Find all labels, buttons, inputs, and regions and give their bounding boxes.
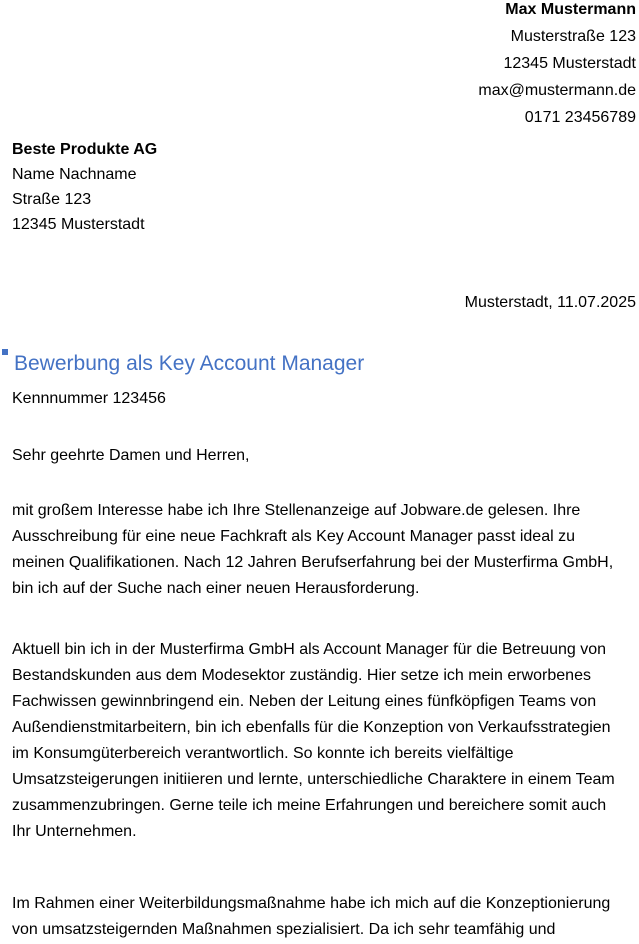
letter-date: Musterstadt, 11.07.2025 [464, 294, 636, 311]
paragraph-line: mit großem Interesse habe ich Ihre Stellenanzeige auf Jobware.de gelesen. Ihre [12, 502, 581, 519]
letter-subject: Bewerbung als Key Account Manager [14, 352, 365, 375]
sender-address-block [478, 0, 636, 135]
heading-marker-icon [2, 349, 8, 355]
recipient-contact: Name Nachname [12, 166, 137, 183]
body-paragraph-2 [12, 637, 639, 845]
sender-street: Musterstraße 123 [510, 28, 636, 45]
paragraph-line: bin ich auf der Suche nach einer neuen Herausforderung. [12, 580, 420, 597]
paragraph-line: Im Rahmen einer Weiterbildungsmaßnahme habe ich mich auf die Konzeptionierung [12, 895, 611, 912]
reference-number: Kennnummer 123456 [12, 390, 166, 407]
sender-email: max@mustermann.de [478, 82, 636, 99]
paragraph-line: Ihr Unternehmen. [12, 823, 137, 840]
body-paragraph-1 [12, 498, 639, 602]
paragraph-line: Aktuell bin ich in der Musterfirma GmbH als Account Manager für die Betreuung von [12, 641, 607, 658]
recipient-address-block [12, 140, 157, 240]
paragraph-line: Umsatzsteigerungen initiieren und lernte, unterschiedliche Charaktere in einem Team [12, 771, 615, 788]
sender-phone: 0171 23456789 [524, 109, 636, 126]
salutation: Sehr geehrte Damen und Herren, [12, 447, 250, 464]
recipient-street: Straße 123 [12, 191, 92, 208]
paragraph-line: zusammenzubringen. Gerne teile ich meine Erfahrungen und bereichere somit auch [12, 797, 607, 814]
recipient-city: 12345 Musterstadt [12, 216, 145, 233]
paragraph-line: Außendienstmitarbeitern, bin ich ebenfalls für die Konzeption von Verkaufsstrategien [12, 719, 611, 736]
sender-city: 12345 Musterstadt [503, 55, 636, 72]
paragraph-line: Fachwissen gewinnbringend ein. Neben der Leitung eines fünfköpfigen Teams von [12, 693, 597, 710]
paragraph-line: Bestandskunden aus dem Modesektor zuständig. Hier setze ich mein erworbenes [12, 667, 591, 684]
paragraph-line: Ausschreibung für eine neue Fachkraft als Key Account Manager passt ideal zu [12, 528, 575, 545]
paragraph-line: von umsatzsteigernden Maßnahmen spezialisiert. Da ich sehr teamfähig und [12, 921, 556, 938]
paragraph-line: im Konsumgüterbereich verantwortlich. So konnte ich bereits vielfältige [12, 745, 514, 762]
sender-name: Max Mustermann [505, 1, 636, 18]
recipient-company: Beste Produkte AG [12, 141, 158, 158]
body-paragraph-3 [12, 891, 639, 943]
paragraph-line: meinen Qualifikationen. Nach 12 Jahren Berufserfahrung bei der Musterfirma GmbH, [12, 554, 614, 571]
